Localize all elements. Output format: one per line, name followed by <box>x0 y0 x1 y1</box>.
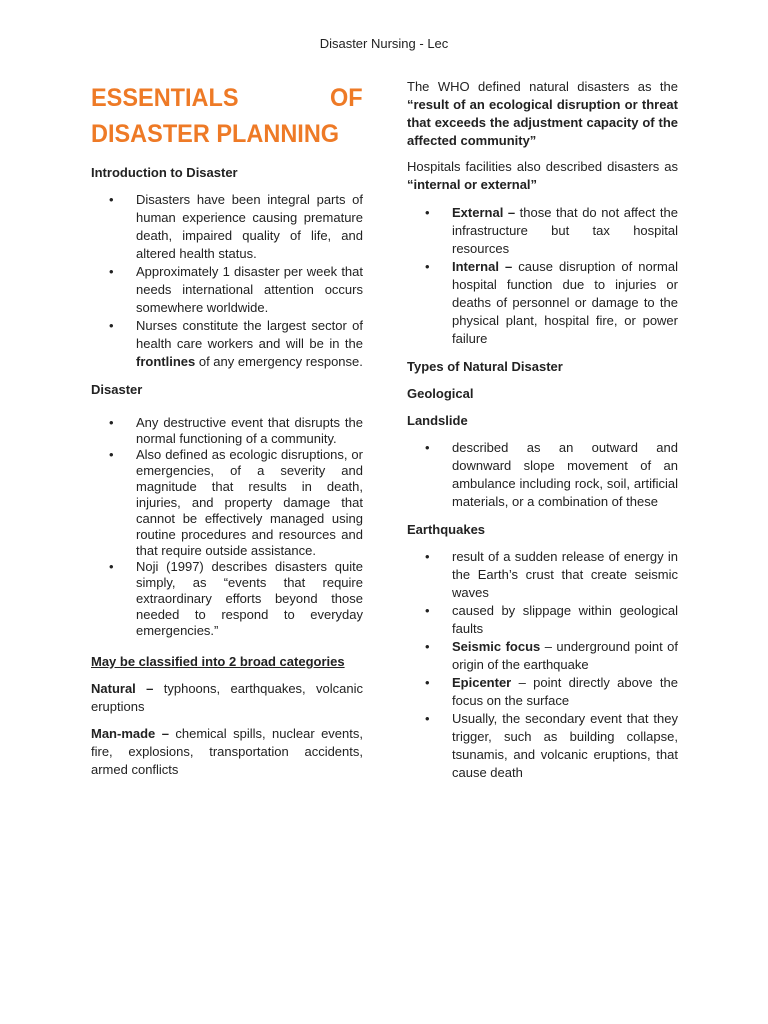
page-header: Disaster Nursing - Lec <box>319 36 449 51</box>
list-item <box>407 548 678 602</box>
intro-list <box>91 191 363 371</box>
who-quote: “result of an ecological disruption or threat that exceeds the adjustment capacity of the affected community” <box>407 97 678 148</box>
epicenter-text: – point directly above the focus on the surface <box>452 675 678 708</box>
title-word-of: OF <box>330 84 363 112</box>
earthquakes-list <box>407 548 678 782</box>
bullet-icon: • <box>425 259 430 274</box>
list-item <box>91 447 363 559</box>
bullet-icon: • <box>425 205 430 220</box>
disaster-heading: Disaster <box>91 382 143 397</box>
internal-label: Internal – <box>452 259 513 274</box>
list-item-text: caused by slippage within geological faults <box>452 603 678 636</box>
intro-heading: Introduction to Disaster <box>91 165 238 180</box>
list-item <box>407 204 678 258</box>
bullet-icon: • <box>109 415 114 430</box>
list-item <box>407 439 678 511</box>
list-item-text: result of a sudden release of energy in the Earth’s crust that create seismic waves <box>452 549 678 600</box>
bullet-icon: • <box>109 318 114 333</box>
bullet-icon: • <box>425 639 430 654</box>
landslide-heading: Landslide <box>407 413 468 428</box>
list-item-text: Also defined as ecologic disruptions, or emergencies, of a severity and magnitude that results in death, injuries, and property damage that cannot be effectively managed using routine procedures and resources and that require outside assistance. <box>136 447 363 558</box>
who-text: The WHO defined natural disasters as the <box>407 79 678 94</box>
right-column <box>407 78 678 782</box>
bullet-icon: • <box>425 603 430 618</box>
hospitals-text: Hospitals facilities also described disasters as <box>407 159 678 174</box>
title-word-essentials: ESSENTIALS <box>91 84 239 112</box>
natural-text: typhoons, earthquakes, volcanic eruptions <box>91 681 363 714</box>
list-item <box>91 415 363 447</box>
frontlines-text: frontlines <box>136 354 196 369</box>
epicenter-label: Epicenter <box>452 675 512 690</box>
list-item-text: Disasters have been integral parts of human experience causing premature death, impaired quality of life, and altered health status. <box>136 192 363 261</box>
list-item <box>91 317 363 371</box>
natural-paragraph <box>91 680 363 716</box>
classified-heading: May be classified into 2 broad categories <box>91 654 345 669</box>
hospitals-paragraph <box>407 158 678 194</box>
bullet-icon: • <box>425 675 430 690</box>
list-item <box>91 559 363 639</box>
list-item <box>407 674 678 710</box>
list-item-text: Any destructive event that disrupts the normal functioning of a community. <box>136 415 363 446</box>
types-heading: Types of Natural Disaster <box>407 359 563 374</box>
external-text: those that do not affect the infrastructure but tax hospital resources <box>452 205 678 256</box>
bullet-icon: • <box>109 447 114 462</box>
earthquakes-heading: Earthquakes <box>407 522 486 537</box>
list-item-text: described as an outward and downward slope movement of an ambulance including rock, soil, artificial materials, or a combination of these <box>452 440 678 509</box>
bullet-icon: • <box>109 192 114 207</box>
list-item-text: Usually, the secondary event that they trigger, such as building collapse, tsunamis, and volcanic eruptions, that cause death <box>452 711 678 780</box>
hospital-disaster-list <box>407 204 678 348</box>
bullet-icon: • <box>109 559 114 574</box>
list-item-text-pre: Nurses constitute the largest sector of health care workers and will be in the <box>136 318 363 351</box>
bullet-icon: • <box>425 440 430 455</box>
external-label: External – <box>452 205 516 220</box>
list-item <box>91 263 363 317</box>
list-item <box>407 710 678 782</box>
bullet-icon: • <box>425 711 430 726</box>
list-item-text: Approximately 1 disaster per week that needs international attention occurs somewhere worldwide. <box>136 264 363 315</box>
list-item-text: Noji (1997) describes disasters quite simply, as “events that require extraordinary efforts beyond those needed to respond to everyday emergencies.” <box>136 559 363 638</box>
list-item <box>407 638 678 674</box>
hospitals-quote: “internal or external” <box>407 177 538 192</box>
list-item <box>91 191 363 263</box>
bullet-icon: • <box>109 264 114 279</box>
list-item <box>407 602 678 638</box>
manmade-text: chemical spills, nuclear events, fire, explosions, transportation accidents, armed conflicts <box>91 726 363 777</box>
list-item-text-post: of any emergency response. <box>195 354 363 369</box>
who-paragraph <box>407 78 678 150</box>
natural-label: Natural – <box>91 681 154 696</box>
list-item <box>407 258 678 348</box>
manmade-label: Man-made – <box>91 726 169 741</box>
manmade-paragraph <box>91 725 363 779</box>
internal-text: cause disruption of normal hospital function due to injuries or deaths of personnel or damage to the physical plant, hospital fire, or power failure <box>452 259 678 346</box>
seismic-label: Seismic focus <box>452 639 541 654</box>
title-line-2: DISASTER PLANNING <box>91 120 340 148</box>
landslide-list <box>407 439 678 511</box>
bullet-icon: • <box>425 549 430 564</box>
left-column <box>91 80 363 779</box>
document-title <box>91 80 363 152</box>
disaster-list <box>91 415 363 639</box>
geological-heading: Geological <box>407 386 474 401</box>
seismic-text: – underground point of origin of the earthquake <box>452 639 679 672</box>
